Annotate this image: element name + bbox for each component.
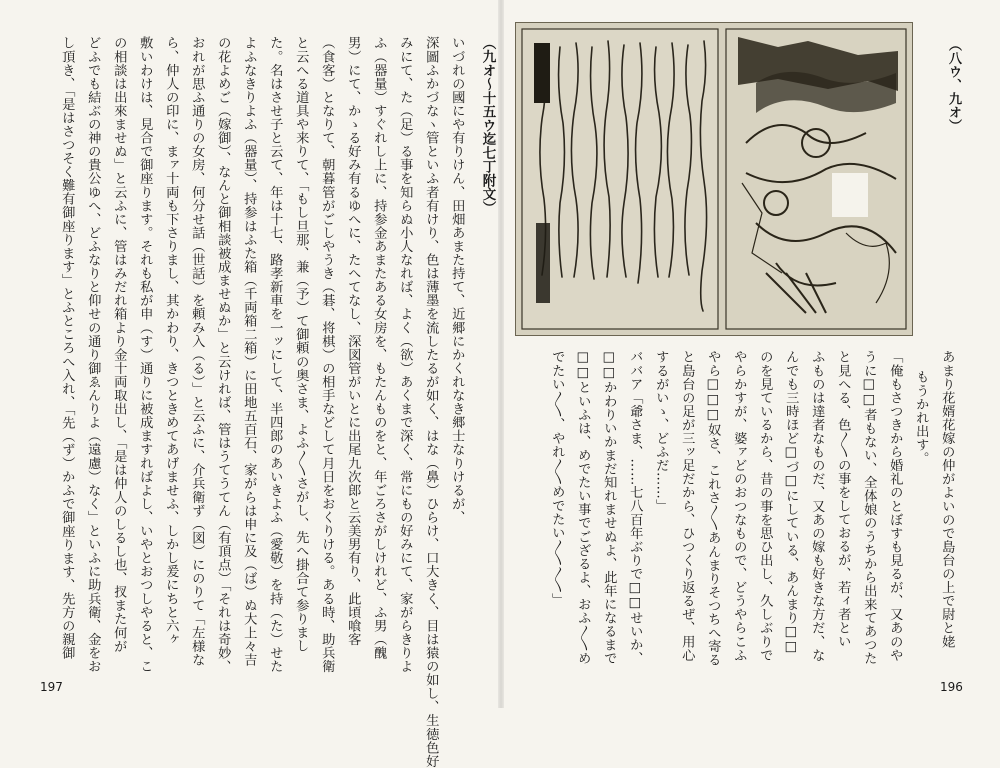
page-number-right: 196 <box>940 680 963 694</box>
page-gutter <box>498 0 504 708</box>
illustration-caption: （八ウ、九オ） <box>946 38 961 133</box>
page-number-left: 197 <box>40 680 63 694</box>
book-spread: （九オ〜十五ウ迄七丁附文） いづれの國にや有りけん、田畑あまた持て、近郷にかくれなき郷士なりけるが、 深圖ふかづなヽ管といふ者有けり、色は薄墨を流したるが如く、はな（鼻）ひらけ、口大きく、目は猿の如し、生徳色好 みにて、た（足）る事を知らぬ小人なれば、よく（欲）あくまで深く、常にもの好みにて、家がらきりよ ふ（器量）すぐれし上に、持参金あまたある女房を、もたんものをと、年ごろさがしけれど、ふ男（醜 男）にて、かゝる好み有るゆへに、たへてなし、深図管がいとに出尾九次郎と云美男有り、此頃喰客 （食客）となりて、朝暮管がごしやうき（碁、将棋）の相手などして月日をおくりける。ある時、助兵衛 と云へる道具や来りて、「もし旦那、兼（予）て御頼の奥さま、よふ〳〵さがし、先へ掛合て参りまし た。名はさせ子と云て、年は十七、路孝新車を一ッにして、半四郎のあいきよふ（愛敬）を持（た）せた よふなきりよふ（器量）、持参はふた箱（千両箱二箱）に田地五百石、家がらは申に及（ば）ぬ大上々吉 の花よめご（嫁御）、なんと御相談被成ませぬか」と云ければ、管はうてうてん（有頂点）「それは奇妙、 おれが思ふ通りの女房、何分せ話（世話）を頼み入（る）」と云ふに、介兵衛ず（図）にのりて「左様な ら、仲人の印に、まァ十両も下さりまし、其かわり、きつときめてあげませふ、しかし爰にちと六ヶ 敷いわけは、見合で御座ります。それも私が申（す）通りに被成ますればよし、いやとおつしやると、こ の相談は出來ませぬ」と云ふに、管はみだれ箱より金十両取出し、「是は仲人のしるし也、扠また何が どふでも結ぶの神の貴公ゆへ、どふなりと仰せの通り御ゑんりよ（遠慮）なく」といふに助兵衛、金をお し頂き、「是はさつそく難有御座ります」とふところへ入れ、「先（ず）かふで御座ります、先方の親御 197 （八ウ、九オ） あまり花婿花嫁の仲がよいので島台の上で尉と姥 もうかれ出す。 「俺もさつきから婚礼のとぼすも見るが、又あのや うに□□者もない、全体娘のうちから出来てあつた と見へる、色〳〵の事をしておるが、若ィ者とい ふものは達者なものだ、又あの嫁も好きな方だ、な んでも三時ほど□づ□にしている、あんまり□□ のを見ているから、昔の事を思ひ出し、久しぶりで やらかすが、婆ァどのおつなもので、どうやらこふ やら□□□奴さ、これさ〳〵あんまりそつちへ寄る と島台の足が三ッ足だから、ひつくり返るぜ、用心 するがいゝ、どふだ……」 ババア「爺さま、……七八百年ぶりで□□せいか、 □□かわりいかまだ知れませぬよ、此年になるまで □□といふは、めでたい事でござるよ、おふ〳〵め でたい〳〵、やれ〳〵めでたい〳〵〳〵」 196 <box>0 0 1000 708</box>
woodblock-print-image <box>516 23 912 335</box>
woodblock-illustration <box>515 22 913 336</box>
